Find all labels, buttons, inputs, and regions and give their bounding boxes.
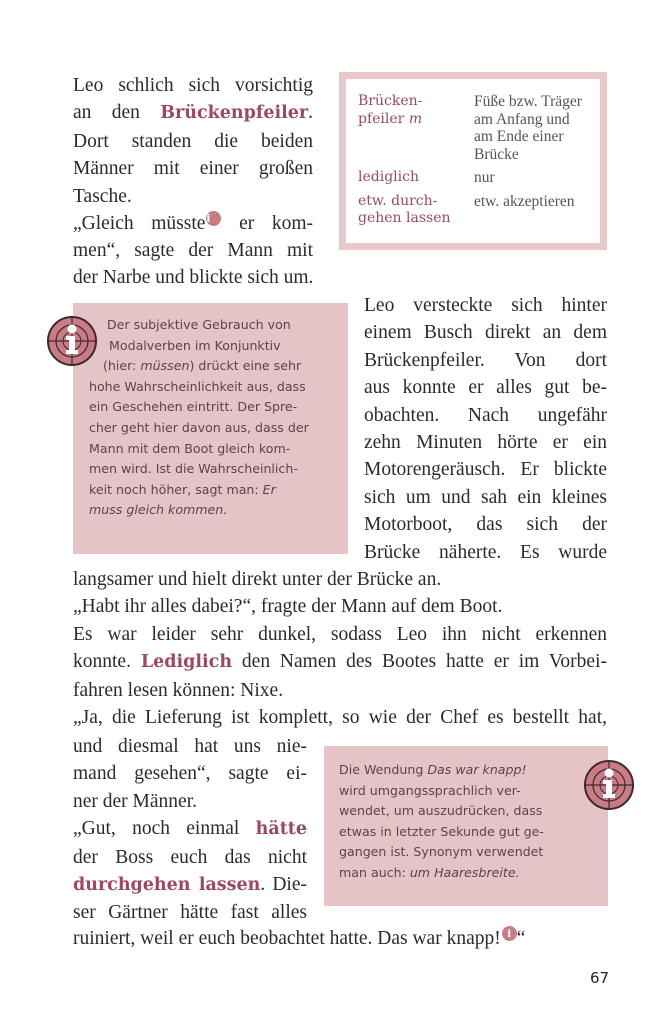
glossary-row — [358, 193, 582, 234]
glossary-term: Brücken- pfeiler m — [358, 93, 423, 127]
glossary-box — [339, 72, 607, 250]
glossary-term: etw. durch- gehen lassen — [358, 192, 451, 226]
keyword-brueckenpfeiler[interactable]: Brückenpfeiler — [160, 103, 309, 124]
grammar-note-box: Der subjektive Gebrauch von Modalverben im Konjunktiv (hier: müssen) drückt eine sehr hohe Wahrscheinlichkeit aus, dass ein Geschehen eintritt. Der Spre- cher geht hier davon aus, dass der Mann mit dem Boot gleich kom- men wird. Ist die Wahrscheinlich- keit noch höher, sagt man: Er muss gleich kommen. — [73, 303, 348, 554]
story-paragraph-4 — [73, 566, 607, 731]
text-line: Brückenpfeiler. Von dort — [364, 349, 607, 371]
text-line: mand gesehen“, sagte ei- — [73, 763, 307, 785]
info-target-icon[interactable] — [46, 315, 98, 367]
text-line: obachten. Nach ungefähr — [364, 404, 607, 426]
text-line: einem Busch direkt an dem — [364, 322, 607, 344]
glossary-definition: Füße bzw. Träger am Anfang und am Ende einer Brücke — [474, 93, 582, 163]
text-line: der Narbe und blickte sich um. — [73, 267, 314, 288]
text-line: und diesmal hat uns nie- — [73, 736, 307, 757]
text-line: ruiniert, weil er euch beobachtet hatte. Das war knapp! i “ — [73, 926, 526, 949]
text-line: „Gleich müsstei er kom- — [73, 211, 313, 235]
gender-marker: m — [408, 110, 423, 127]
text-line: Tasche. — [73, 185, 132, 207]
text-line: „Gut, noch einmal hätte — [73, 818, 307, 840]
text-line: ser Gärtner hätte fast alles — [73, 902, 307, 924]
text-line: durchgehen lassen. Die- — [73, 874, 307, 896]
text-line: Leo versteckte sich hinter — [364, 295, 607, 316]
idiom-note-box: Die Wendung Das war knapp! wird umgangssprachlich ver- wendet, um auszudrücken, dass etwas in letzter Sekunde gut ge- gangen ist. Synonym verwendet man auch: um Haaresbreite. — [324, 746, 608, 906]
text-line: konnte. Lediglich den Namen des Bootes hatte er im Vorbei- — [73, 651, 607, 673]
story-paragraph-6 — [73, 733, 307, 927]
text-line: Motorengeräusch. Er blickte — [364, 459, 607, 481]
keyword-lediglich[interactable]: Lediglich — [140, 652, 233, 673]
story-paragraph-3 — [364, 292, 607, 566]
glossary-row — [358, 169, 582, 193]
glossary-definition: etw. akzeptieren — [474, 192, 575, 210]
text-line: „Habt ihr alles dabei?“, fragte der Mann auf dem Boot. — [73, 596, 503, 618]
text-line: men“, sagte der Mann mit — [73, 240, 313, 262]
glossary-definition: nur — [474, 169, 495, 186]
text-line: Leo schlich sich vorsichtig — [73, 75, 313, 96]
info-marker-icon[interactable]: i — [502, 926, 517, 941]
info-target-icon[interactable] — [583, 759, 635, 811]
text-line: Motorboot, das sich der — [364, 514, 607, 536]
glossary-row — [358, 93, 582, 169]
story-paragraph-1 — [73, 72, 313, 265]
text-line: „Ja, die Lieferung ist komplett, so wie der Chef es bestellt hat, — [73, 707, 607, 729]
text-line: der Boss euch das nicht — [73, 846, 307, 868]
info-marker-icon[interactable]: i — [206, 211, 221, 226]
text-line: sich um und sah ein kleines — [364, 486, 607, 508]
keyword-haette[interactable]: hätte — [255, 819, 307, 840]
keyword-durchgehen-lassen[interactable]: durchgehen lassen — [73, 875, 261, 896]
page-number: 67 — [590, 969, 610, 987]
glossary-table — [358, 93, 582, 234]
text-line: fahren lesen können: Nixe. — [73, 679, 284, 701]
text-line: ner der Männer. — [73, 790, 197, 812]
glossary-term: lediglich — [358, 169, 419, 185]
text-line: Brücke näherte. Es wurde — [364, 541, 607, 563]
text-line: Dort standen die beiden — [73, 130, 313, 152]
text-line: an den Brückenpfeiler. — [73, 102, 314, 124]
text-line: Es war leider sehr dunkel, sodass Leo ihn nicht erkennen — [73, 623, 607, 645]
text-line: langsamer und hielt direkt unter der Brücke an. — [73, 569, 442, 590]
text-line: Männer mit einer großen — [73, 158, 313, 180]
text-line: aus konnte er alles gut be- — [364, 377, 607, 399]
text-line: zehn Minuten hörte er ein — [364, 432, 607, 454]
